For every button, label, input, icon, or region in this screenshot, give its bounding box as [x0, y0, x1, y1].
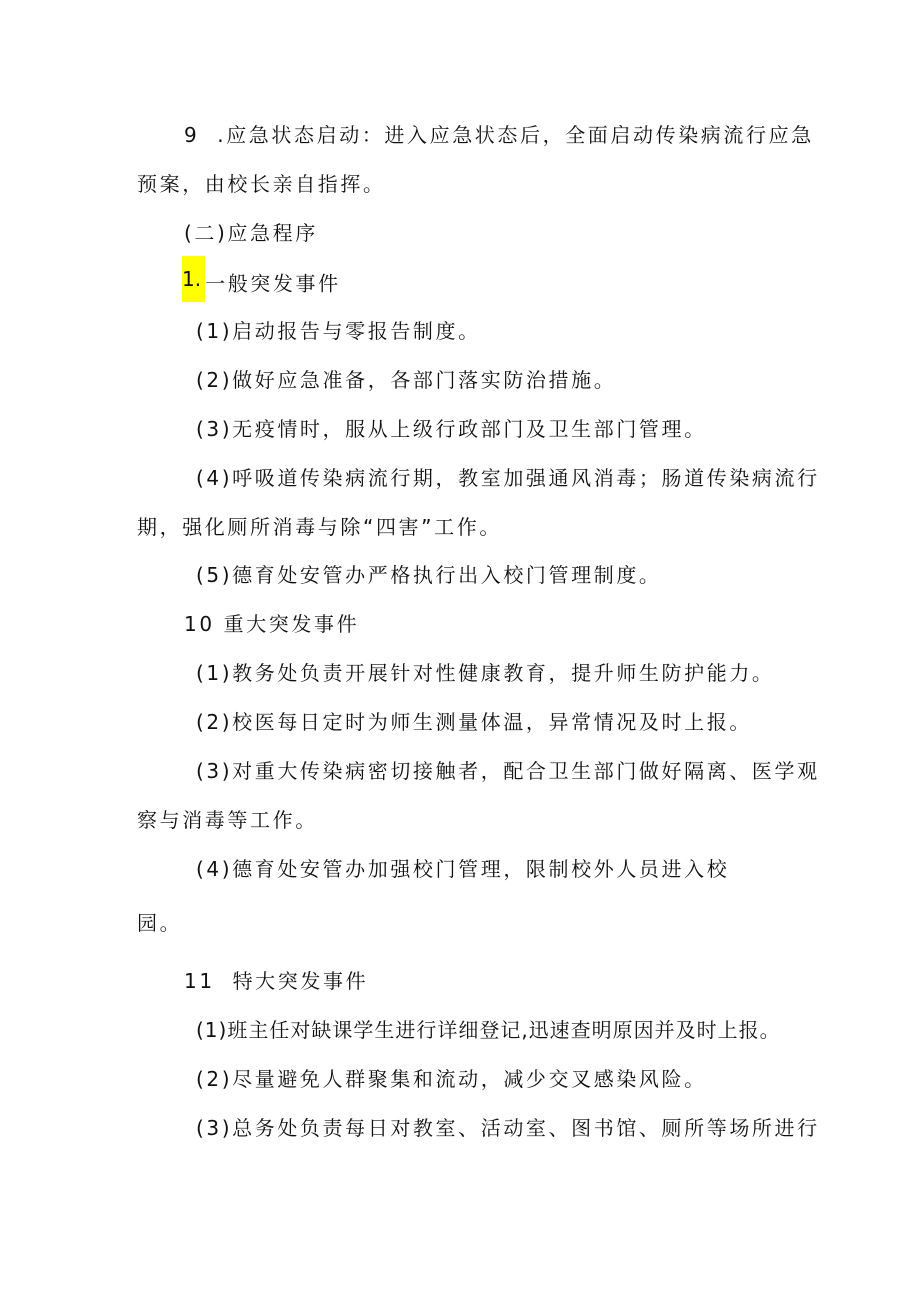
list-item: (2)做好应急准备，各部门落实防治措施。: [196, 368, 617, 392]
subsection-heading: 11 特大突发事件: [184, 969, 369, 993]
list-item: (4)呼吸道传染病流行期，教室加强通风消毒；肠道传染病流行: [196, 466, 820, 490]
section-heading: (二)应急程序: [184, 221, 318, 245]
list-item: (3)总务处负责每日对教室、活动室、图书馆、厕所等场所进行: [196, 1116, 820, 1140]
paragraph-line: 9 .应急状态启动：进入应急状态后，全面启动传染病流行应急: [184, 123, 814, 147]
subsection-heading: 10 重大突发事件: [184, 612, 360, 636]
list-item: (1)教务处负责开展针对性健康教育，提升师生防护能力。: [196, 661, 775, 685]
list-item: (1)班主任对缺课学生进行详细登记,迅速查明原因并及时上报。: [196, 1018, 781, 1042]
highlighted-number: 1.: [182, 256, 205, 302]
paragraph-line: 预案，由校长亲自指挥。: [137, 172, 386, 196]
list-item-continuation: 察与消毒等工作。: [137, 808, 318, 832]
list-item: (3)无疫情时，服从上级行政部门及卫生部门管理。: [196, 417, 707, 441]
list-item: (2)尽量避免人群聚集和流动，减少交叉感染风险。: [196, 1067, 707, 1091]
subsection-heading: [182, 268, 341, 302]
subsection-title: 一般突发事件: [205, 271, 341, 296]
list-item: (3)对重大传染病密切接触者，配合卫生部门做好隔离、医学观: [196, 759, 820, 783]
list-item: (5)德育处安管办严格执行出入校门管理制度。: [196, 563, 662, 587]
list-item: (2)校医每日定时为师生测量体温，异常情况及时上报。: [196, 710, 752, 734]
list-item-continuation: 园。: [137, 911, 183, 935]
list-item-continuation: 期，强化厕所消毒与除“四害”工作。: [137, 515, 502, 539]
list-item: (4)德育处安管办加强校门管理，限制校外人员进入校: [196, 857, 730, 881]
list-item: (1)启动报告与零报告制度。: [196, 319, 481, 343]
